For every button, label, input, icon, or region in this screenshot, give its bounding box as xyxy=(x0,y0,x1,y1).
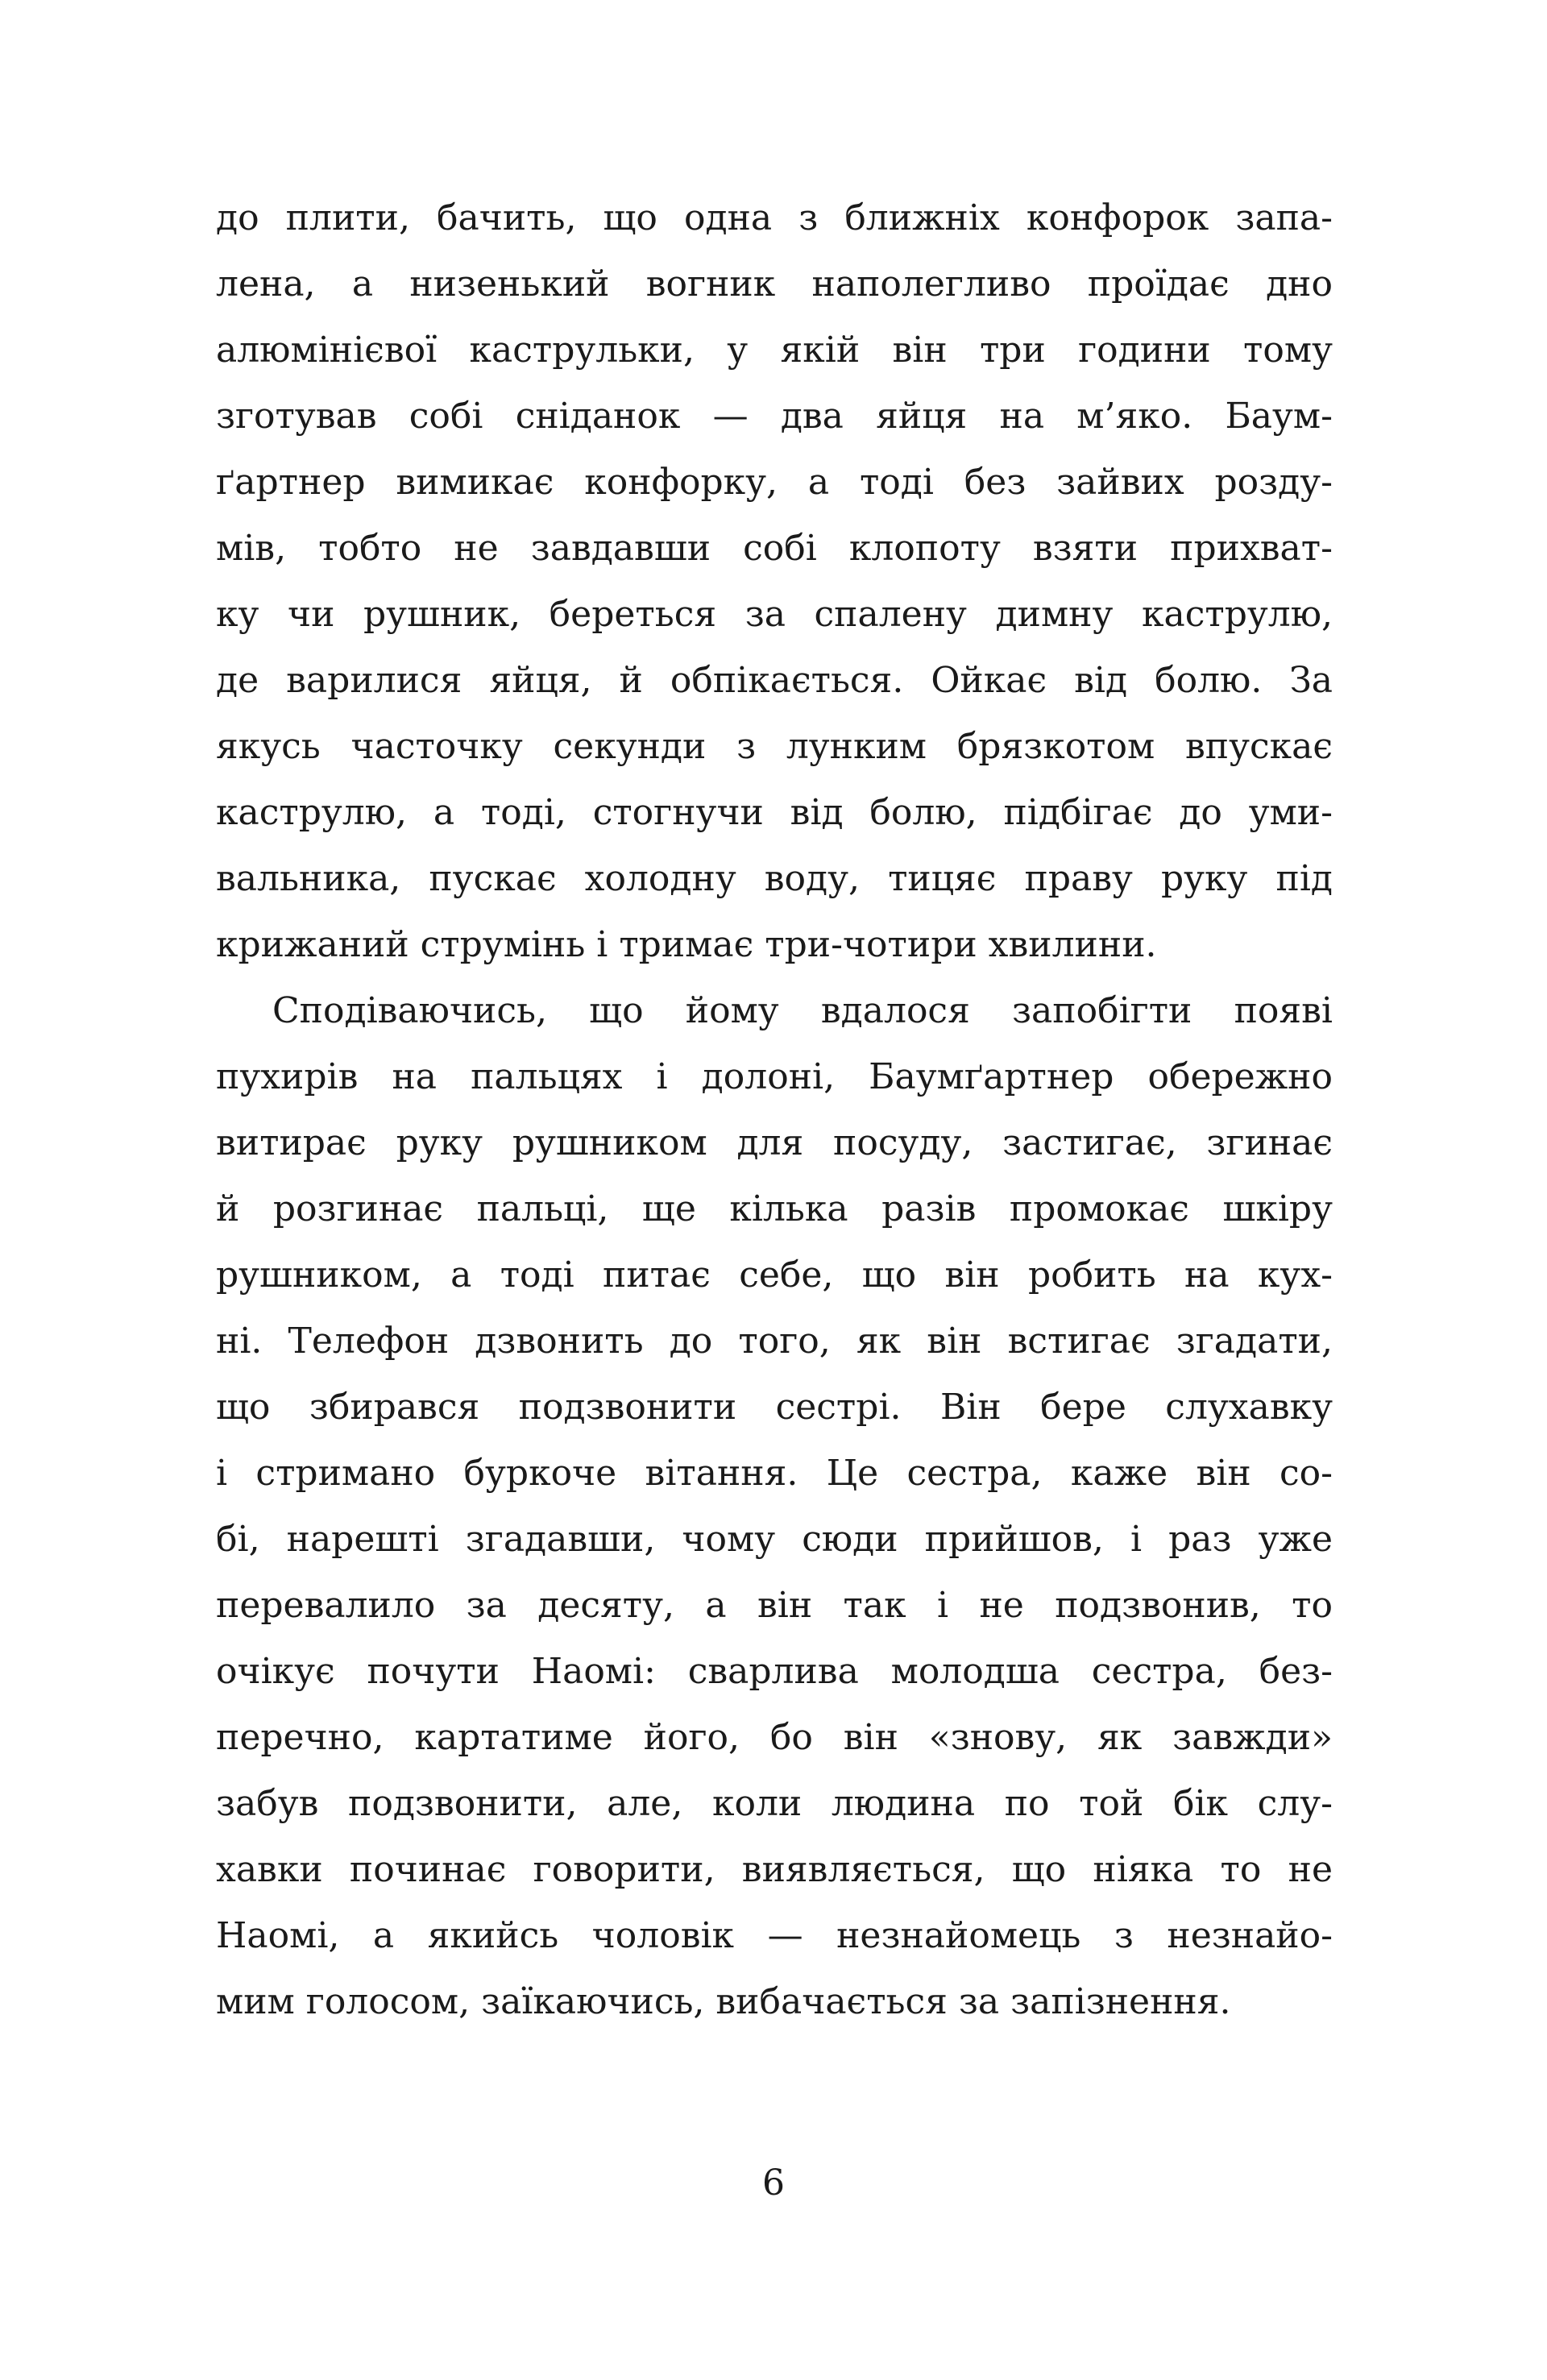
text-line: перевалило за десяту, а він так і не подзвонив, то xyxy=(216,1585,1333,1626)
text-line: і стримано буркоче вітання. Це сестра, каже він со- xyxy=(216,1453,1333,1494)
text-line: ні. Телефон дзвонить до того, як він встигає згадати, xyxy=(216,1321,1333,1362)
text-line: Наомі, а якийсь чоловік — незнайомець з незнайо- xyxy=(216,1915,1333,1956)
text-line: де варилися яйця, й обпікається. Ойкає від болю. За xyxy=(216,660,1333,701)
text-line: каструлю, а тоді, стогнучи від болю, підбігає до уми- xyxy=(216,792,1333,833)
text-line: пухирів на пальцях і долоні, Баумґартнер обережно xyxy=(216,1056,1333,1097)
text-line: рушником, а тоді питає себе, що він робить на кух- xyxy=(216,1254,1333,1296)
text-line: Сподіваючись, що йому вдалося запобігти появі xyxy=(272,990,1333,1031)
text-line: що збирався подзвонити сестрі. Він бере слухавку xyxy=(216,1387,1333,1428)
text-line: очікує почути Наомі: сварлива молодша сестра, без- xyxy=(216,1651,1333,1692)
text-line: зготував собі сніданок — два яйця на м’яко. Баум- xyxy=(216,396,1333,437)
text-line: перечно, картатиме його, бо він «знову, як завжди» xyxy=(216,1717,1333,1758)
text-line: мим голосом, заїкаючись, вибачається за запізнення. xyxy=(216,1981,1231,2022)
text-line: крижаний струмінь і тримає три-чотири хвилини. xyxy=(216,924,1157,965)
text-line: бі, нарешті згадавши, чому сюди прийшов, і раз уже xyxy=(216,1519,1333,1560)
text-line: алюмінієвої каструльки, у якій він три години тому xyxy=(216,330,1333,371)
text-line: лена, а низенький вогник наполегливо проїдає дно xyxy=(216,263,1333,305)
text-line: до плити, бачить, що одна з ближніх конфорок запа- xyxy=(216,197,1333,238)
text-line: вальника, пускає холодну воду, тицяє праву руку під xyxy=(216,858,1333,899)
text-line: ку чи рушник, береться за спалену димну каструлю, xyxy=(216,594,1333,635)
text-line: витирає руку рушником для посуду, застигає, згинає xyxy=(216,1122,1333,1163)
page-number: 6 xyxy=(762,2162,785,2204)
text-line: ґартнер вимикає конфорку, а тоді без зайвих розду- xyxy=(216,462,1333,503)
text-line: мів, тобто не завдавши собі клопоту взяти прихват- xyxy=(216,528,1333,569)
text-line: якусь часточку секунди з лунким брязкотом впускає xyxy=(216,726,1333,767)
text-line: й розгинає пальці, ще кілька разів промокає шкіру xyxy=(216,1188,1333,1229)
text-line: забув подзвонити, але, коли людина по той бік слу- xyxy=(216,1783,1333,1824)
text-line: хавки починає говорити, виявляється, що ніяка то не xyxy=(216,1849,1333,1890)
